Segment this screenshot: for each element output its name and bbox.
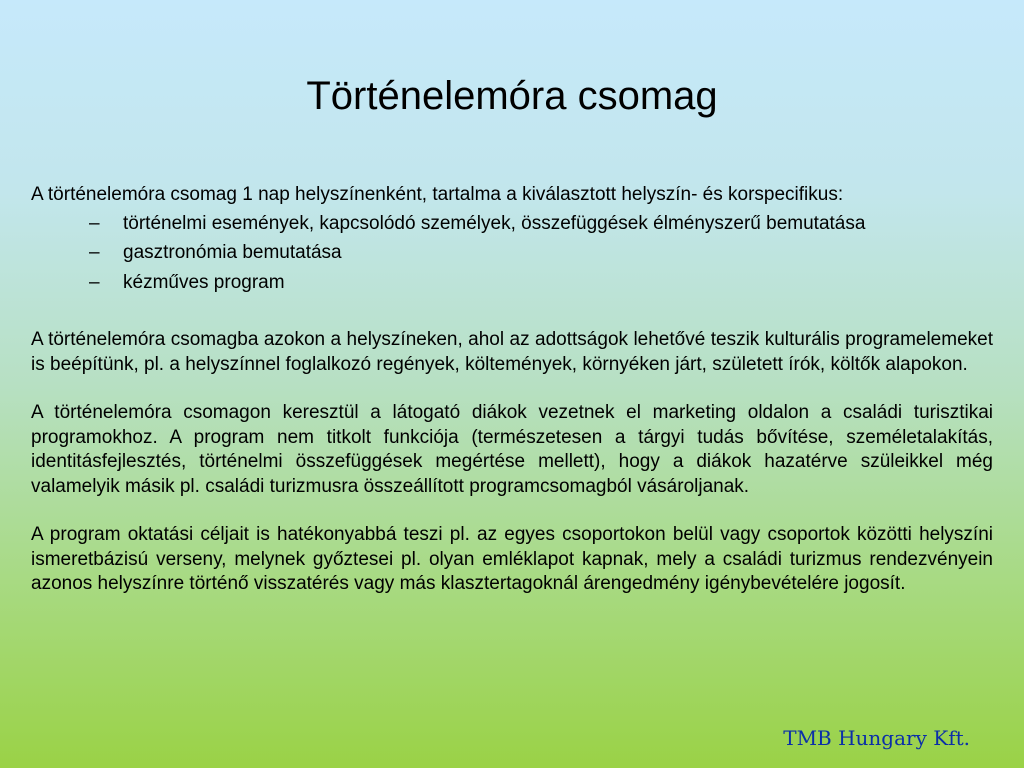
dash-icon: – <box>89 242 100 263</box>
paragraph-education: A program oktatási céljait is hatékonyabbá teszi pl. az egyes csoportokon belül vagy csoportok közötti helyszíni ismeretbázisú verseny, melynek győztesei pl. olyan emléklapot kapnak, mely a családi turizmus rendezvényein azonos helyszínre történő visszatérés vagy más klasztertagoknál árengedmény igénybevételére jogosít. <box>31 524 993 594</box>
list-item <box>31 241 993 266</box>
list-item <box>31 271 993 296</box>
bullet-text: gasztronómia bemutatása <box>123 242 342 263</box>
dash-icon: – <box>89 271 100 293</box>
footer-company: TMB Hungary Kft. <box>783 726 970 750</box>
paragraph-cultural: A történelemóra csomagba azokon a helyszíneken, ahol az adottságok lehetővé teszik kulturális programelemeket is beépítünk, pl. a helyszínnel foglalkozó regények, költemények, környéken járt, született írók, költők alapokon. <box>31 329 993 375</box>
dash-icon: – <box>89 212 100 234</box>
intro-paragraph: A történelemóra csomag 1 nap helyszínenként, tartalma a kiválasztott helyszín- és korspecifikus: <box>31 184 844 205</box>
list-item <box>31 212 993 237</box>
bullet-text: történelmi események, kapcsolódó személyek, összefüggések élményszerű bemutatása <box>123 212 866 234</box>
bullet-list <box>31 212 993 296</box>
bullet-text: kézműves program <box>123 271 285 293</box>
slide-title: Történelemóra csomag <box>306 74 718 118</box>
slide-body <box>31 183 993 597</box>
paragraph-marketing: A történelemóra csomagon keresztül a látogató diákok vezetnek el marketing oldalon a családi turisztikai programokhoz. A program nem titkolt funkciója (természetesen a tárgyi tudás bővítése, személetalakítás, identitásfejlesztés, történelmi összefüggések megértése mellett), hogy a diákok hazatérve szüleikkel még valamelyik másik pl. családi turizmusra összeállított programcsomagból vásároljanak. <box>31 402 993 497</box>
